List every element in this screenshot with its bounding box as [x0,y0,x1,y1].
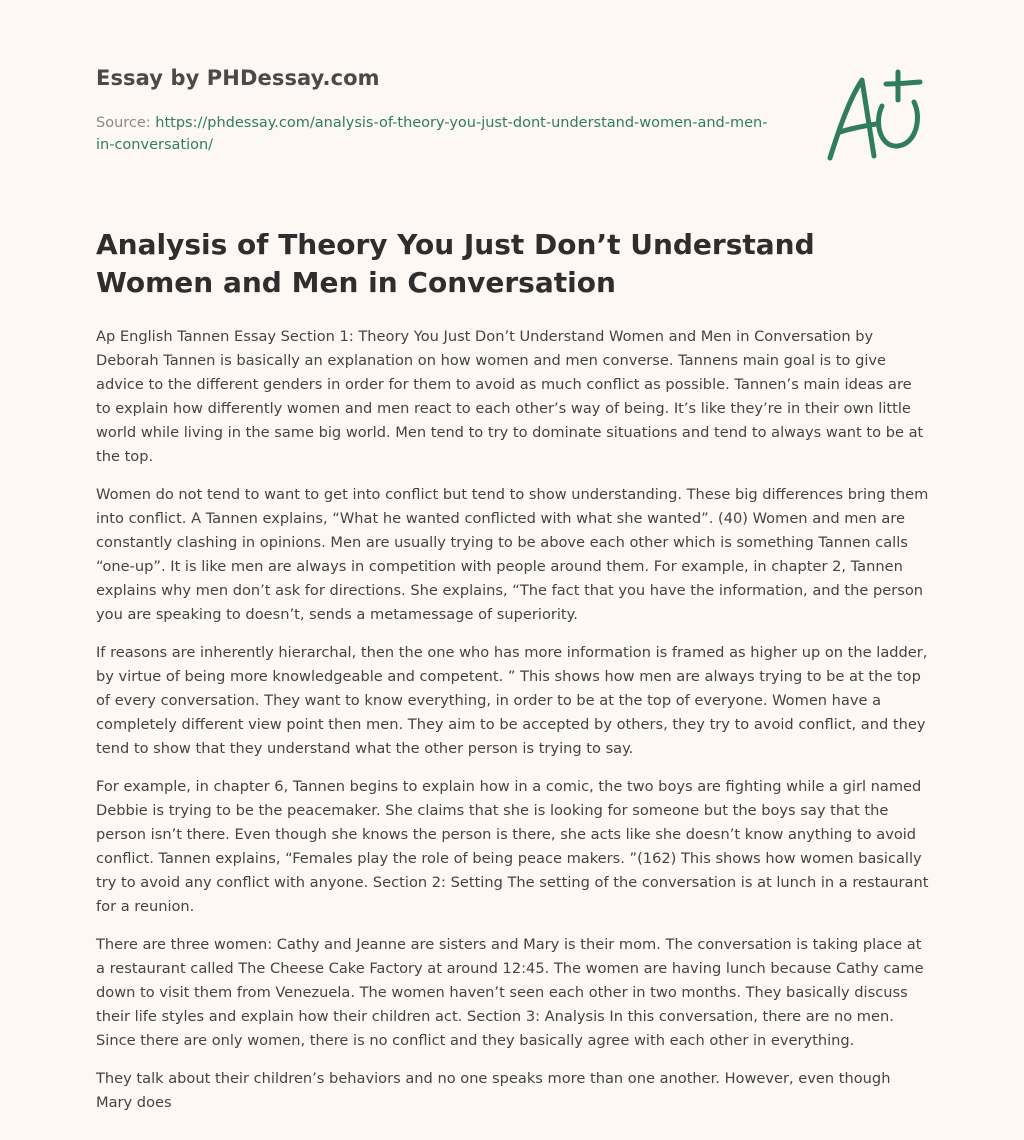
essay-paragraph: Women do not tend to want to get into conflict but tend to show understanding. These big differences bring them into conflict. A Tannen explains, “What he wanted conflicted with what she wanted”. (40) Women and men are constantly clashing in opinions. Men are usually trying to be above each other which is something Tannen calls “one-up”. It is like men are always in competition with people around them. For example, in chapter 2, Tannen explains why men don’t ask for directions. She explains, “The fact that you have the information, and the person you are speaking to doesn’t, sends a metamessage of superiority. [96,486,929,623]
site-title: Essay by PHDessay.com [96,66,380,90]
source-link[interactable]: https://phdessay.com/analysis-of-theory-you-just-dont-understand-women-and-men-in-conversation/ [96,115,768,153]
a-plus-logo-icon [818,66,930,166]
essay-title: Analysis of Theory You Just Don’t Understand Women and Men in Conversation [96,228,815,299]
essay-paragraph: Ap English Tannen Essay Section 1: Theory You Just Don’t Understand Women and Men in Conversation by Deborah Tannen is basically an explanation on how women and men converse. Tannens main goal is to give advice to the different genders in order for them to avoid as much conflict as possible. Tannen’s main ideas are to explain how differently women and men react to each other’s way of being. It’s like they’re in their own little world while living in the same big world. Men tend to try to dominate situations and tend to always want to be at the top. [96,328,924,465]
source-label: Source: [96,115,151,131]
source-line [96,112,776,156]
essay-paragraph: There are three women: Cathy and Jeanne are sisters and Mary is their mom. The conversation is taking place at a restaurant called The Cheese Cake Factory at around 12:45. The women are having lunch because Cathy came down to visit them from Venezuela. The women haven’t seen each other in two months. They basically discuss their life styles and explain how their children act. Section 3: Analysis In this conversation, there are no men. Since there are only women, there is no conflict and they basically agree with each other in everything. [96,936,924,1049]
essay-paragraph: If reasons are inherently hierarchal, then the one who has more information is framed as higher up on the ladder, by virtue of being more knowledgeable and competent. ” This shows how men are always trying to be at the top of every conversation. They want to know everything, in order to be at the top of everyone. Women have a completely different view point then men. They aim to be accepted by others, they try to avoid conflict, and they tend to show that they understand what the other person is trying to say. [96,644,928,757]
essay-paragraph: They talk about their children’s behaviors and no one speaks more than one another. However, even though Mary does [96,1070,891,1111]
essay-paragraph: For example, in chapter 6, Tannen begins to explain how in a comic, the two boys are fighting while a girl named Debbie is trying to be the peacemaker. She claims that she is looking for someone but the boys say that the person isn’t there. Even though she knows the person is there, she acts like she doesn’t know anything to avoid conflict. Tannen explains, “Females play the role of being peace makers. ”(162) This shows how women basically try to avoid any conflict with anyone. Section 2: Setting The setting of the conversation is at lunch in a restaurant for a reunion. [96,778,929,915]
essay-body [96,325,930,1129]
